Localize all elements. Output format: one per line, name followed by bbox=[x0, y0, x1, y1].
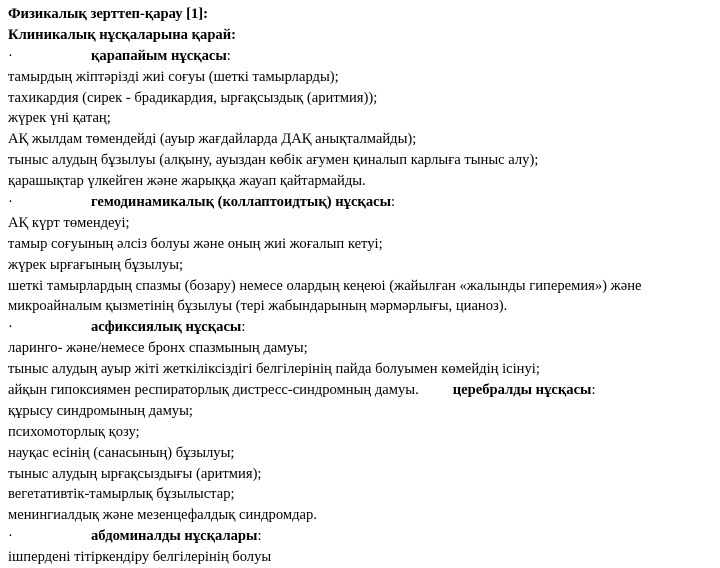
list-item-with-cerebral-heading bbox=[8, 380, 712, 401]
cerebral-variant-label: церебралды нұсқасы bbox=[452, 382, 592, 399]
list-item: вегетативтік-тамырлық бұзылыстар; bbox=[8, 486, 235, 503]
simple-variant-heading bbox=[8, 46, 712, 67]
list-item: ішпердені тітіркендіру белгілерінің болуы bbox=[8, 549, 272, 566]
bullet: · bbox=[8, 47, 13, 64]
bullet: · bbox=[8, 319, 13, 336]
abdominal-variant-label: абдоминалды нұсқалары bbox=[91, 528, 258, 545]
list-item: науқас есінің (санасының) бұзылуы; bbox=[8, 444, 235, 461]
list-item: психомоторлық қозу; bbox=[8, 423, 140, 440]
list-item: менингиалдық және мезенцефалдық синдромдар. bbox=[8, 507, 317, 524]
simple-variant-label: қарапайым нұсқасы bbox=[91, 47, 227, 64]
document-body bbox=[8, 4, 712, 568]
list-item: АҚ күрт төмендеуі; bbox=[8, 214, 130, 231]
heading-colon: : bbox=[241, 319, 246, 336]
list-item: микроайналым қызметінің бұзылуы (тері жабындарының мәрмәрлығы, цианоз). bbox=[8, 298, 508, 315]
list-item-text: айқын гипоксиямен респираторлық дистресс-синдромның дамуы. bbox=[8, 382, 419, 399]
hemodynamic-variant-heading bbox=[8, 192, 712, 213]
list-item: қарашықтар үлкейген және жарыққа жауап қайтармайды. bbox=[8, 173, 366, 190]
heading-colon: : bbox=[591, 382, 596, 399]
heading-colon: : bbox=[257, 528, 262, 545]
list-item: тамырдың жіптәрізді жиі соғуы (шеткі тамырларды); bbox=[8, 68, 339, 85]
abdominal-variant-heading bbox=[8, 526, 712, 547]
bullet: · bbox=[8, 194, 13, 211]
list-item: жүрек үні қатаң; bbox=[8, 110, 111, 127]
list-item: құрысу синдромының дамуы; bbox=[8, 402, 193, 419]
asphyxia-variant-label: асфиксиялық нұсқасы bbox=[91, 319, 242, 336]
list-item: тахикардия (сирек - брадикардия, ырғақсыздық (аритмия)); bbox=[8, 89, 378, 106]
section-subtitle: Клиникалық нұсқаларына қарай: bbox=[8, 26, 236, 43]
asphyxia-variant-heading bbox=[8, 317, 712, 338]
list-item: шеткі тамырлардың спазмы (бозару) немесе олардың кеңеюі (жайылған «жалынды гиперемия») және bbox=[8, 277, 642, 294]
list-item: жүрек ырғағының бұзылуы; bbox=[8, 256, 184, 273]
document-title: Физикалық зерттеп-қарау [1]: bbox=[8, 6, 209, 22]
list-item: тыныс алудың ырғақсыздығы (аритмия); bbox=[8, 465, 262, 482]
list-item: тыныс алудың бұзылуы (алқыну, ауыздан көбік ағумен қиналып карлыға тыныс алу); bbox=[8, 152, 539, 169]
heading-colon: : bbox=[226, 47, 231, 64]
list-item: тамыр соғуының әлсіз болуы және оның жиі жоғалып кетуі; bbox=[8, 235, 383, 252]
hemodynamic-variant-label: гемодинамикалық (коллаптоидтық) нұсқасы bbox=[91, 194, 392, 211]
bullet: · bbox=[8, 528, 13, 545]
list-item: ларинго- және/немесе бронх спазмының дамуы; bbox=[8, 340, 308, 357]
list-item: АҚ жылдам төмендейді (ауыр жағдайларда ДАҚ анықталмайды); bbox=[8, 131, 417, 148]
heading-colon: : bbox=[391, 194, 396, 211]
list-item: тыныс алудың ауыр жіті жеткіліксіздігі белгілерінің пайда болуымен көмейдің ісінуі; bbox=[8, 361, 540, 378]
